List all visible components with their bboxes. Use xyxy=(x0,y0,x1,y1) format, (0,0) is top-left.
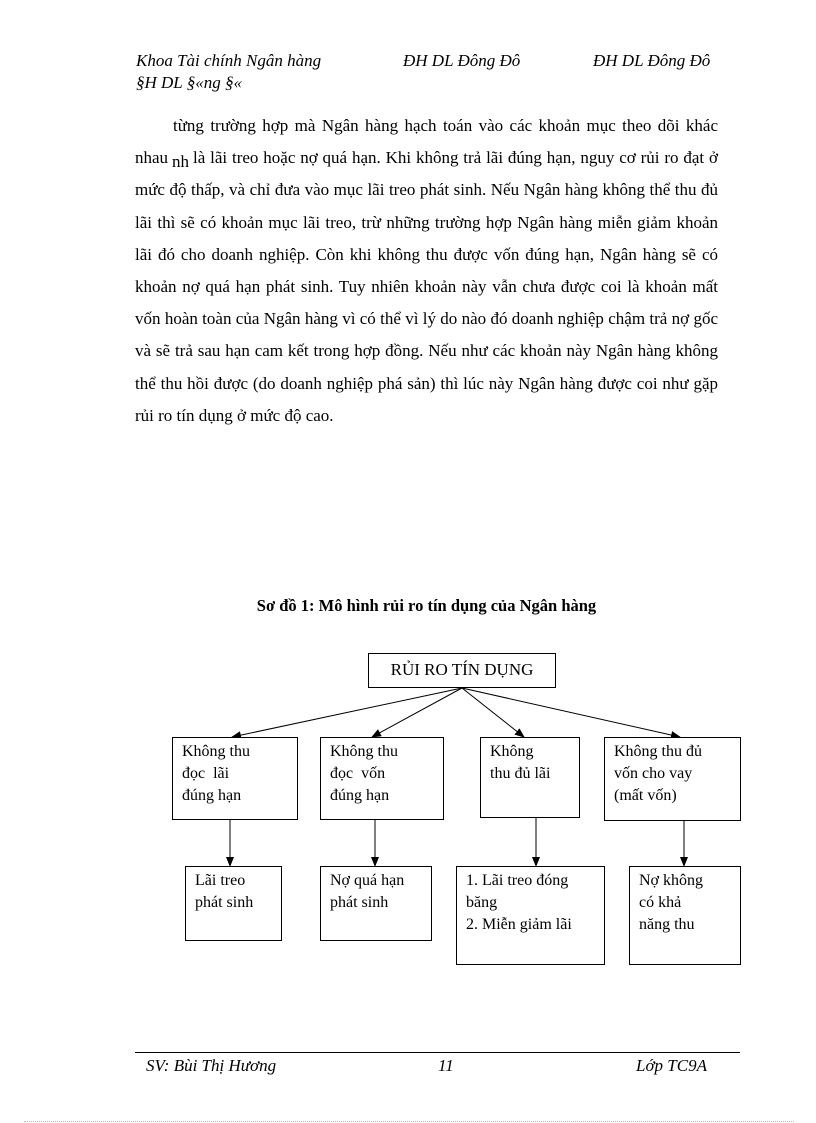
diagram-cause-box-4 xyxy=(604,737,741,821)
diagram-result-box-2 xyxy=(320,866,432,941)
diagram-root-box: RỦI RO TÍN DỤNG xyxy=(368,653,556,688)
connector-root-to-box2 xyxy=(372,688,462,737)
cause-2-text: Không thu đọc vốn đúng hạn xyxy=(330,743,398,804)
body-text-nh: nh xyxy=(172,152,190,172)
diagram-result-box-1 xyxy=(185,866,282,941)
body-line-1: từng trường hợp mà Ngân hàng hạch toán vào các khoản mục theo dõi xyxy=(173,116,680,135)
footer-student: SV: Bùi Thị Hương xyxy=(146,1056,277,1075)
diagram-cause-box-2 xyxy=(320,737,444,820)
result-4-text: Nợ không có khả năng thu xyxy=(639,872,704,933)
diagram-result-box-4 xyxy=(629,866,741,965)
footer-rule xyxy=(135,1052,740,1053)
header-faculty: Khoa Tài chính Ngân hàng xyxy=(136,51,322,70)
connector-root-to-box1 xyxy=(232,688,462,737)
diagram-result-box-3 xyxy=(456,866,605,965)
diagram-cause-box-1 xyxy=(172,737,298,820)
cause-4-text: Không thu đủ vốn cho vay (mất vốn) xyxy=(614,743,702,804)
connector-root-to-box4 xyxy=(462,688,680,737)
page-bottom-border xyxy=(24,1121,794,1122)
header-garbled-text: §H DL §«ng §« xyxy=(136,73,242,92)
diagram-title: Sơ đồ 1: Mô hình rủi ro tín dụng của Ngân hàng xyxy=(256,596,597,615)
header-university-right: ĐH DL Đông Đô xyxy=(593,51,711,70)
cause-1-text: Không thu đọc lãi đúng hạn xyxy=(182,743,250,804)
footer-class: Lớp TC9A xyxy=(636,1056,707,1075)
cause-3-text: Không thu đủ lãi xyxy=(490,743,551,782)
footer-page-number: 11 xyxy=(438,1056,454,1075)
result-2-text: Nợ quá hạn phát sinh xyxy=(330,872,405,911)
body-text-b: là lãi treo hoặc nợ quá hạn. Khi không trả lãi đúng hạn, nguy cơ rủi ro đạt ở mức độ thấp, và chỉ đưa vào mục lãi treo phát sinh. Nếu Ngân hàng không thể thu đủ lãi thì sẽ có khoản mục lãi treo, trừ những trường hợp Ngân hàng miễn giảm khoản lãi đó cho doanh nghiệp. Còn khi không thu được vốn đúng hạn, Ngân hàng sẽ có khoản nợ quá hạn phát sinh. Tuy nhiên khoản này vẫn chưa được coi là khoản mất vốn hoàn toàn của Ngân hàng vì có thể vì lý do nào đó doanh nghiệp chậm trả nợ gốc và sẽ trả sau hạn cam kết trong hợp đồng. Nếu như các khoản này Ngân hàng không thể thu hồi được (do doanh nghiệp phá sản) thì lúc này Ngân hàng được coi như gặp rủi ro tín dụng ở mức độ cao. xyxy=(135,148,718,425)
body-text-a: khác nhau xyxy=(135,116,719,168)
diagram-cause-box-3 xyxy=(480,737,580,818)
result-1-text: Lãi treo phát sinh xyxy=(195,872,254,911)
result-3-text: 1. Lãi treo đóng băng 2. Miễn giảm lãi xyxy=(466,872,572,933)
header-university: ĐH DL Đông Đô xyxy=(403,51,521,70)
